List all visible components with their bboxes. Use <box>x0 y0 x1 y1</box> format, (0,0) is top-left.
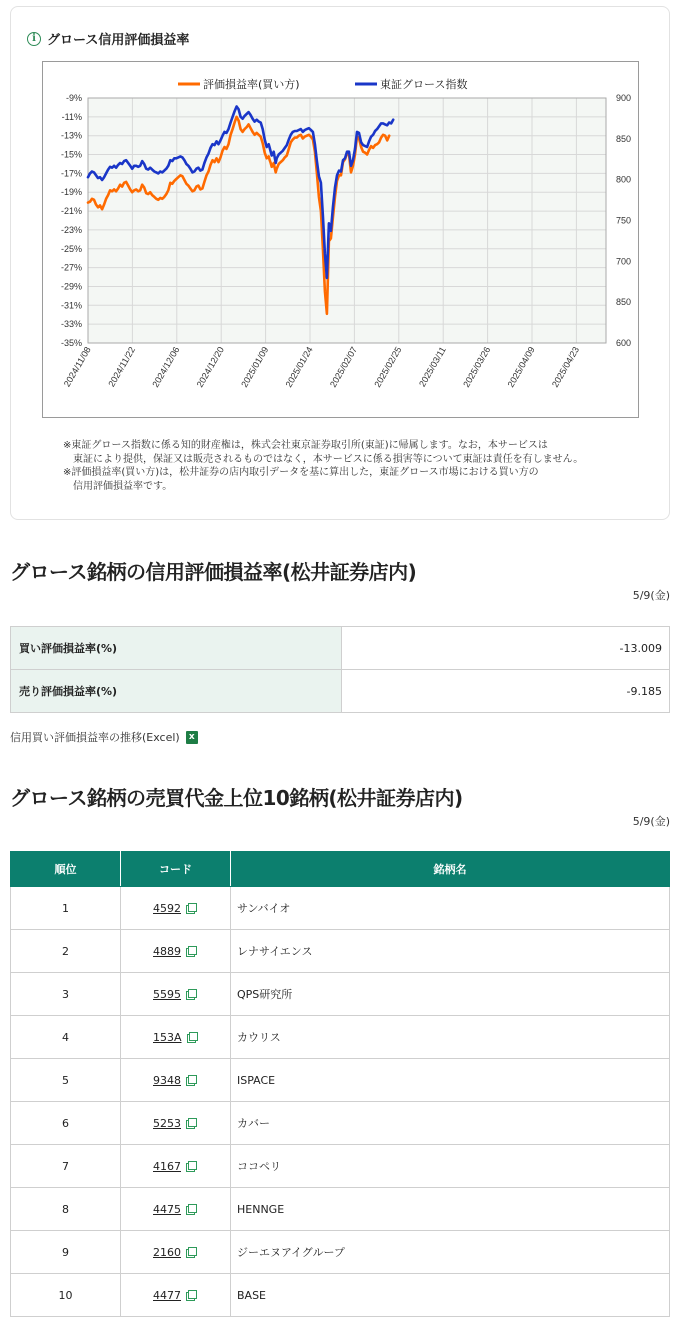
x-tick-label: 2025/03/26 <box>461 345 493 390</box>
rank-cell: 1 <box>11 887 121 930</box>
rank-cell: 4 <box>11 1016 121 1059</box>
name-cell: ISPACE <box>231 1059 670 1102</box>
chart-card-title <box>27 29 189 48</box>
y-tick-label: -23% <box>60 224 82 235</box>
copy-icon[interactable] <box>186 1247 196 1257</box>
table-row <box>11 930 670 973</box>
y-tick-label: -13% <box>60 130 82 141</box>
code-cell <box>121 1231 231 1274</box>
table-row <box>11 1016 670 1059</box>
name-cell: レナサイエンス <box>231 930 670 973</box>
chart-card <box>10 6 670 520</box>
y2-tick-label: 600 <box>616 338 632 348</box>
x-tick-label: 2025/02/25 <box>372 345 404 390</box>
copy-icon[interactable] <box>187 1032 197 1042</box>
legend-label: 評価損益率(買い方) <box>203 78 300 91</box>
info-icon[interactable]: i <box>27 32 41 46</box>
table-row <box>11 1102 670 1145</box>
name-cell: カバー <box>231 1102 670 1145</box>
name-cell: BASE <box>231 1274 670 1317</box>
y-tick-label: -31% <box>60 300 82 311</box>
ranking-date: 5/9(金) <box>632 815 670 828</box>
header-name: 銘柄名 <box>231 852 670 887</box>
x-tick-label: 2025/03/11 <box>417 345 448 389</box>
y-tick-label: -19% <box>60 187 82 198</box>
stock-code-link[interactable]: 4475 <box>153 1202 181 1216</box>
copy-icon[interactable] <box>186 989 196 999</box>
x-tick-label: 2025/04/09 <box>505 345 537 390</box>
header-rank: 順位 <box>11 852 121 887</box>
stock-code-link[interactable]: 2160 <box>153 1245 181 1259</box>
rank-cell: 8 <box>11 1188 121 1231</box>
y-tick-label: -35% <box>60 338 82 348</box>
y-tick-label: -15% <box>60 149 82 160</box>
y-tick-label: -11% <box>61 111 82 122</box>
copy-icon[interactable] <box>186 1204 196 1214</box>
chart-title-text: グロース信用評価損益率 <box>47 33 190 48</box>
note-line: 信用評価損益率です。 <box>63 480 173 492</box>
rank-cell: 5 <box>11 1059 121 1102</box>
x-tick-label: 2025/01/09 <box>239 345 271 390</box>
copy-icon[interactable] <box>186 1075 196 1085</box>
y2-tick-label: 750 <box>616 215 632 226</box>
chart-notes <box>63 439 643 493</box>
x-tick-label: 2025/02/07 <box>327 345 360 390</box>
rank-cell: 7 <box>11 1145 121 1188</box>
name-cell: ジーエヌアイグループ <box>231 1231 670 1274</box>
x-tick-label: 2025/01/24 <box>283 345 315 390</box>
buy-eval-label: 買い評価損益率(%) <box>11 627 342 670</box>
y2-tick-label: 900 <box>616 93 632 103</box>
table-row <box>11 1059 670 1102</box>
x-tick-label: 2024/11/08 <box>61 345 93 389</box>
table-row <box>11 1188 670 1231</box>
eval-section-title: グロース銘柄の信用評価損益率(松井証券店内) <box>10 560 417 584</box>
ranking-section-title: グロース銘柄の売買代金上位10銘柄(松井証券店内) <box>10 786 463 810</box>
x-tick-label: 2024/11/22 <box>106 345 138 389</box>
x-tick-label: 2024/12/20 <box>194 345 226 390</box>
stock-code-link[interactable]: 5253 <box>153 1116 181 1130</box>
table-row <box>11 1145 670 1188</box>
stock-code-link[interactable]: 9348 <box>153 1073 181 1087</box>
sell-eval-value: -9.185 <box>342 670 670 713</box>
table-row <box>11 627 670 670</box>
name-cell: QPS研究所 <box>231 973 670 1016</box>
rank-cell: 9 <box>11 1231 121 1274</box>
sell-eval-label: 売り評価損益率(%) <box>11 670 342 713</box>
copy-icon[interactable] <box>186 1161 196 1171</box>
y2-tick-label: 700 <box>616 256 632 267</box>
table-row <box>11 1231 670 1274</box>
table-row <box>11 670 670 713</box>
y-tick-label: -29% <box>60 281 82 292</box>
code-cell <box>121 1274 231 1317</box>
copy-icon[interactable] <box>186 903 196 913</box>
code-cell <box>121 887 231 930</box>
stock-code-link[interactable]: 4167 <box>153 1159 181 1173</box>
y2-tick-label: 850 <box>616 133 632 144</box>
table-header-row <box>11 852 670 887</box>
ranking-table-body <box>11 887 670 1317</box>
stock-code-link[interactable]: 4477 <box>153 1288 181 1302</box>
table-row <box>11 973 670 1016</box>
stock-code-link[interactable]: 4592 <box>153 901 181 915</box>
code-cell <box>121 1102 231 1145</box>
code-cell <box>121 1059 231 1102</box>
x-tick-label: 2024/12/06 <box>150 345 182 390</box>
code-cell <box>121 1016 231 1059</box>
excel-download-link[interactable] <box>10 729 198 745</box>
rank-cell: 2 <box>11 930 121 973</box>
line-chart <box>43 62 640 419</box>
rank-cell: 3 <box>11 973 121 1016</box>
note-line: ※評価損益率(買い方)は，松井証券の店内取引データを基に算出した，東証グロース市場における買い方の <box>63 467 539 478</box>
name-cell: ココペリ <box>231 1145 670 1188</box>
y2-tick-label: 850 <box>616 297 632 308</box>
table-row <box>11 887 670 930</box>
y-tick-label: -9% <box>65 93 82 103</box>
table-row <box>11 1274 670 1317</box>
code-cell <box>121 930 231 973</box>
copy-icon[interactable] <box>186 1290 196 1300</box>
name-cell: HENNGE <box>231 1188 670 1231</box>
note-line: 東証により提供，保証又は販売されるものではなく，本サービスに係る損害等について東証は責任を有しません。 <box>63 453 584 465</box>
stock-code-link[interactable]: 153A <box>153 1030 182 1044</box>
eval-table <box>10 626 670 713</box>
chart-frame <box>42 61 639 418</box>
y-tick-label: -33% <box>60 319 82 330</box>
x-tick-label: 2025/04/23 <box>549 345 582 390</box>
note-line: ※東証グロース指数に係る知的財産権は，株式会社東京証券取引所(東証)に帰属します。なお，本サービスは <box>63 440 548 451</box>
name-cell: サンバイオ <box>231 887 670 930</box>
y-tick-label: -27% <box>60 262 82 273</box>
rank-cell: 10 <box>11 1274 121 1317</box>
code-cell <box>121 973 231 1016</box>
excel-icon[interactable]: x <box>186 731 198 744</box>
y-tick-label: -17% <box>60 168 82 179</box>
code-cell <box>121 1145 231 1188</box>
y-tick-label: -21% <box>60 206 82 217</box>
buy-eval-value: -13.009 <box>342 627 670 670</box>
y2-tick-label: 800 <box>616 174 632 185</box>
stock-code-link[interactable]: 4889 <box>153 944 181 958</box>
y-tick-label: -25% <box>60 243 82 254</box>
code-cell <box>121 1188 231 1231</box>
ranking-table <box>10 851 670 1317</box>
eval-date: 5/9(金) <box>632 589 670 602</box>
excel-link-text[interactable]: 信用買い評価損益率の推移(Excel) <box>10 731 180 744</box>
name-cell: カウリス <box>231 1016 670 1059</box>
plot-background <box>88 98 606 343</box>
rank-cell: 6 <box>11 1102 121 1145</box>
stock-code-link[interactable]: 5595 <box>153 987 181 1001</box>
copy-icon[interactable] <box>186 946 196 956</box>
legend-label: 東証グロース指数 <box>380 78 468 91</box>
header-code: コード <box>121 852 231 887</box>
copy-icon[interactable] <box>186 1118 196 1128</box>
